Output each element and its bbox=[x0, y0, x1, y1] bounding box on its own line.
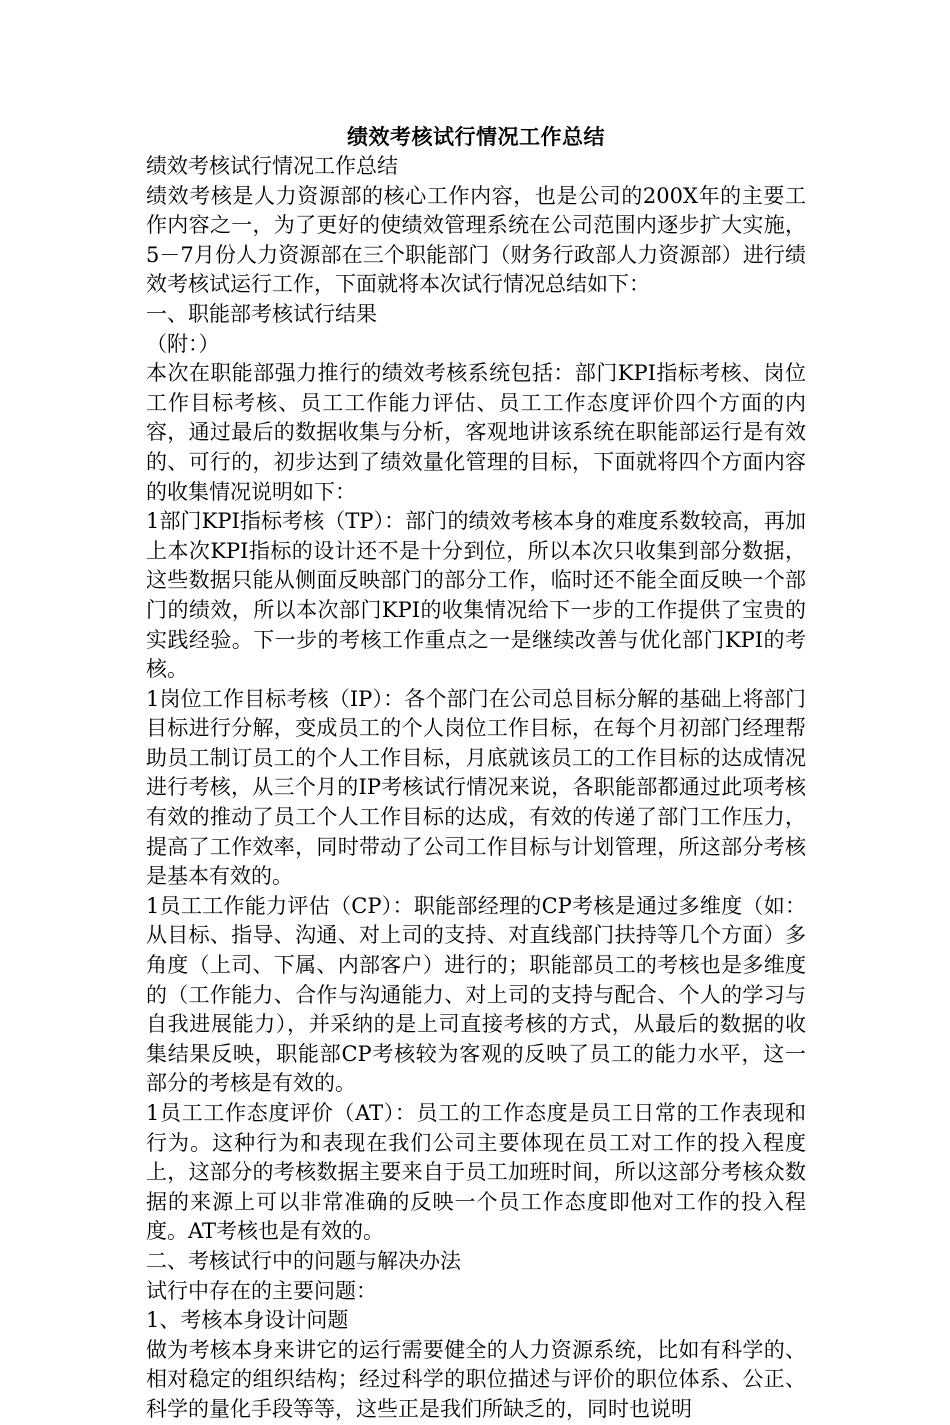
document-title: 绩效考核试行情况工作总结 bbox=[347, 124, 605, 149]
paragraph-department-kpi: 1部门KPI指标考核（TP）：部门的绩效考核本身的难度系数较高，再加上本次KPI指标的设计还不是十分到位，所以本次只收集到部分数据，这些数据只能从侧面反映部门的部分工作，临时还不能全面反映一个部门的绩效，所以本次部门KPI的收集情况给下一步的工作提供了宝贵的实践经验。下一步的考核工作重点之一是继续改善与优化部门KPI的考核。 bbox=[146, 509, 806, 682]
subsection-heading-1: 1、考核本身设计问题 bbox=[146, 1308, 349, 1333]
document-page bbox=[146, 122, 806, 1425]
paragraph-attitude-evaluation: 1员工工作态度评价（AT）：员工的工作态度是员工日常的工作表现和行为。这种行为和表现在我们公司主要体现在员工对工作的投入程度上，这部分的考核数据主要来自于员工加班时间，所以这部分考核众数据的来源上可以非常准确的反映一个员工作态度即他对工作的投入程度。AT考核也是有效的。 bbox=[146, 1101, 806, 1244]
paragraph-intro: 绩效考核是人力资源部的核心工作内容，也是公司的200X年的主要工作内容之一，为了更好的使绩效管理系统在公司范围内逐步扩大实施，5－7月份人力资源部在三个职能部门（财务行政部人力资源部）进行绩效考核试运行工作，下面就将本次试行情况总结如下： bbox=[146, 183, 806, 297]
section-heading-2: 二、考核试行中的问题与解决办法 bbox=[146, 1248, 461, 1273]
paragraph-ability-assessment: 1员工工作能力评估（CP）：职能部经理的CP考核是通过多维度（如：从目标、指导、沟通、对上司的支持、对直线部门扶持等几个方面）多角度（上司、下属、内部客户）进行的；职能部员工的考核也是多维度的（工作能力、合作与沟通能力、对上司的支持与配合、个人的学习与自我进展能力），并采纳的是上司直接考核的方式，从最后的数据的收集结果反映，职能部CP考核较为客观的反映了员工的能力水平，这一部分的考核是有效的。 bbox=[146, 893, 806, 1096]
section-heading-1: 一、职能部考核试行结果 bbox=[146, 301, 377, 326]
paragraph-position-goals: 1岗位工作目标考核（IP）：各个部门在公司总目标分解的基础上将部门目标进行分解，变成员工的个人岗位工作目标，在每个月初部门经理帮助员工制订员工的个人工作目标，月底就该员工的工作目标的达成情况进行考核，从三个月的IP考核试行情况来说，各职能部都通过此项考核有效的推动了员工个人工作目标的达成，有效的传递了部门工作压力，提高了工作效率，同时带动了公司工作目标与计划管理，所这部分考核是基本有效的。 bbox=[146, 686, 806, 889]
paragraph-attachment-note: （附：） bbox=[146, 331, 220, 356]
paragraph-design-issues: 做为考核本身来讲它的运行需要健全的人力资源系统，比如有科学的、相对稳定的组织结构；经过科学的职位描述与评价的职位体系、公正、科学的量化手段等等，这些正是我们所缺乏的，同时也说明 bbox=[146, 1337, 806, 1421]
paragraph-system-overview: 本次在职能部强力推行的绩效考核系统包括：部门KPI指标考核、岗位工作目标考核、员工工作能力评估、员工工作态度评价四个方面的内容，通过最后的数据收集与分析，客观地讲该系统在职能部运行是有效的、可行的，初步达到了绩效量化管理的目标，下面就将四个方面内容的收集情况说明如下： bbox=[146, 361, 806, 504]
paragraph-subtitle: 绩效考核试行情况工作总结 bbox=[146, 154, 398, 178]
paragraph-main-problems: 试行中存在的主要问题： bbox=[146, 1278, 377, 1303]
